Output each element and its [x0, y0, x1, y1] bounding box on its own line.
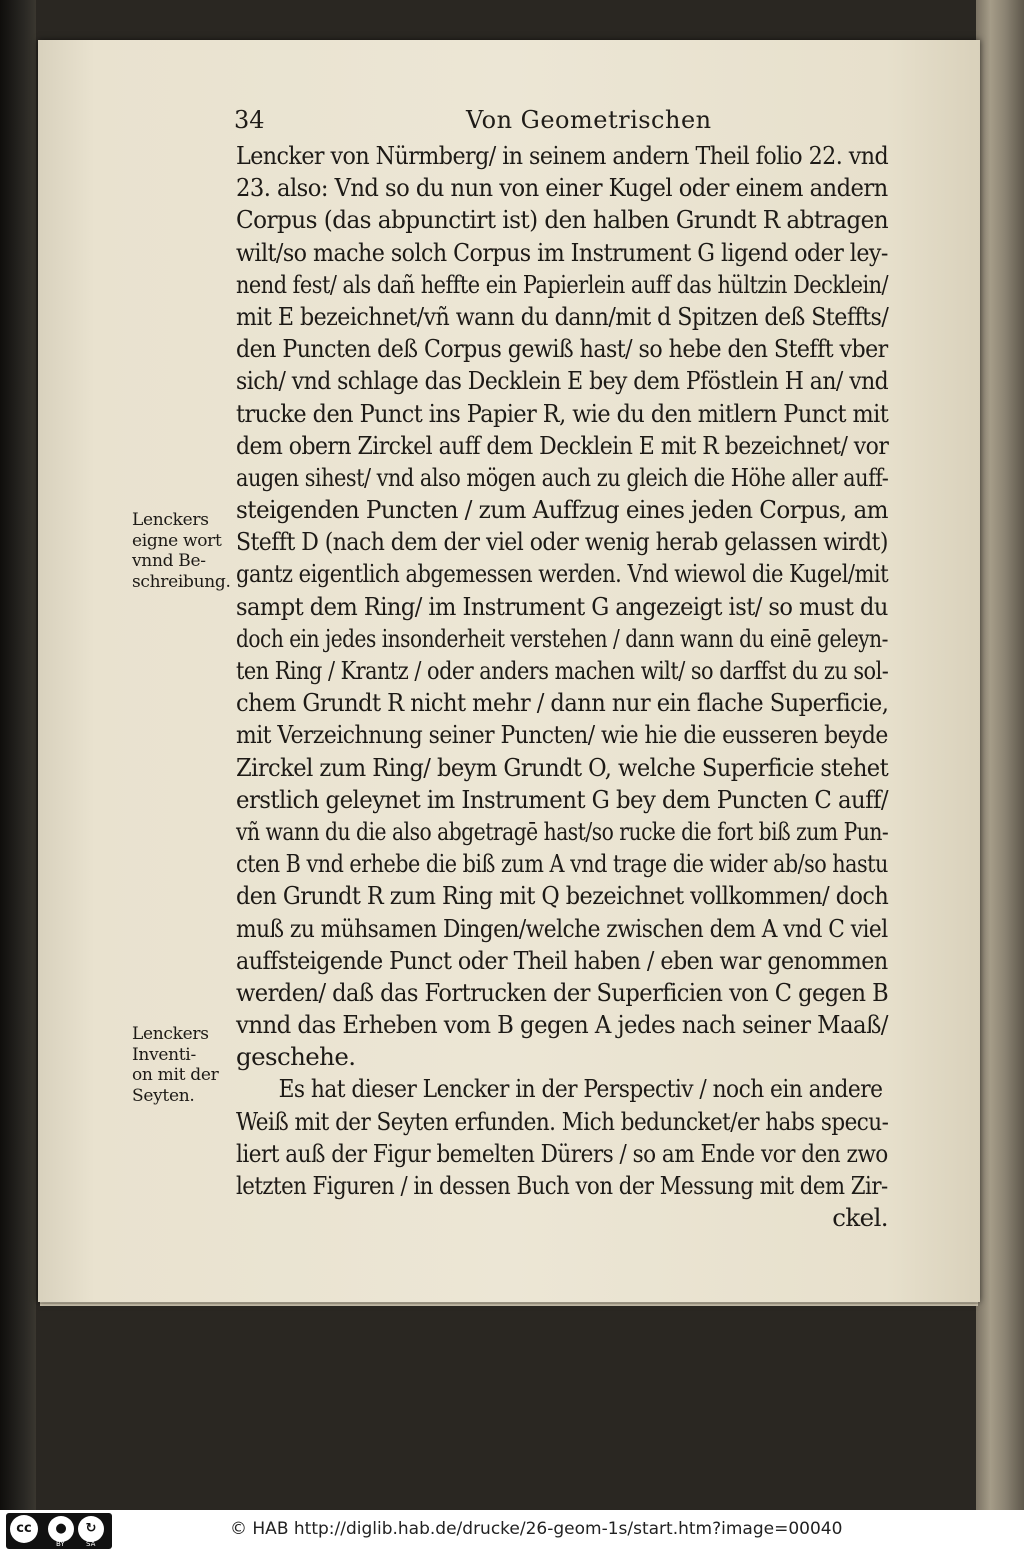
text-line: Zirckel zum Ring/ beym Grundt O, welche Superficie stehet	[236, 752, 889, 782]
page-number: 34	[234, 106, 265, 134]
running-head-title: Von Geometrischen	[466, 106, 712, 134]
text-line: augen sihest/ vnd also mögen auch zu gleich die Höhe aller auff-	[236, 462, 889, 492]
sa-label: SA	[86, 1540, 96, 1548]
facing-page-edge	[976, 0, 1024, 1510]
text-line: Es hat dieser Lencker in der Perspectiv / noch ein andere	[278, 1074, 883, 1104]
margin-note	[132, 1024, 238, 1106]
text-line: 23. also: Vnd so du nun von einer Kugel oder einem andern	[236, 173, 888, 203]
cc-icon: cc	[10, 1515, 38, 1543]
text-line: den Grundt R zum Ring mit Q bezeichnet vollkommen/ doch	[236, 881, 889, 911]
margin-note-line: Lenckers	[132, 510, 209, 530]
running-head	[234, 106, 884, 142]
text-line: cten B vnd erhebe die biß zum A vnd trage die wider ab/so hastu	[236, 849, 888, 879]
text-line: vñ wann du die also abgetragē hast/so rucke die fort biß zum Pun-	[236, 816, 889, 846]
text-line: Corpus (das abpunctirt ist) den halben Grundt R abtragen	[236, 205, 889, 235]
text-line: Lencker von Nürmberg/ in seinem andern Theil folio 22. vnd	[236, 141, 889, 170]
text-line: nend fest/ als dañ heffte ein Papierlein auff das hültzin Decklein/	[236, 269, 889, 299]
text-line: muß zu mühsamen Dingen/welche zwischen dem A vnd C viel	[236, 913, 888, 943]
text-line: Stefft D (nach dem der viel oder wenig herab gelassen wirdt)	[236, 527, 888, 557]
text-line: gantz eigentlich abgemessen werden. Vnd wiewol die Kugel/mit	[236, 559, 889, 589]
text-line: auffsteigende Punct oder Theil haben / eben war genommen	[236, 945, 888, 975]
text-line: Weiß mit der Seyten erfunden. Mich beduncket/er habs specu-	[236, 1106, 889, 1136]
text-line: chem Grundt R nicht mehr / dann nur ein flache Superficie,	[236, 688, 889, 718]
text-line: werden/ daß das Fortrucken der Superficien von C gegen B	[236, 977, 889, 1007]
text-line: sich/ vnd schlage das Decklein E bey dem Pföstlein H an/ vnd	[236, 366, 889, 396]
text-line: trucke den Punct ins Papier R, wie du den mitlern Punct mit	[236, 398, 889, 428]
margin-note-line: Seyten.	[132, 1085, 195, 1106]
text-line: mit E bezeichnet/vñ wann du dann/mit d Spitzen deß Steffts/	[236, 301, 889, 331]
text-line: ckel.	[832, 1203, 888, 1233]
body-text	[236, 140, 888, 1234]
text-line: wilt/so mache solch Corpus im Instrument G ligend oder ley-	[236, 237, 888, 267]
margin-note-line: vnnd Be-	[132, 551, 206, 571]
footer-credit-link[interactable]: © HAB http://diglib.hab.de/drucke/26-geom-1s/start.htm?image=00040	[230, 1519, 843, 1539]
text-line: ten Ring / Krantz / oder anders machen wilt/ so darffst du zu sol-	[236, 656, 889, 685]
share-alike-icon: ↻	[78, 1516, 104, 1542]
text-line: sampt dem Ring/ im Instrument G angezeigt ist/ so must du	[236, 591, 888, 621]
text-line: liert auß der Figur bemelten Dürers / so am Ende vor den zwo	[236, 1138, 888, 1168]
margin-note-line: Inventi-	[132, 1044, 196, 1065]
text-line: erstlich geleynet im Instrument G bey dem Puncten C auff/	[236, 784, 889, 814]
cc-by-sa-icon[interactable]	[6, 1513, 112, 1549]
text-line: vnnd das Erheben vom B gegen A jedes nach seiner Maaß/	[236, 1010, 888, 1040]
text-line: den Puncten deß Corpus gewiß hast/ so hebe den Stefft vber	[236, 334, 888, 364]
text-line: mit Verzeichnung seiner Puncten/ wie hie die eusseren beyde	[236, 720, 888, 750]
text-line: steigenden Puncten / zum Auffzug eines jeden Corpus, am	[236, 495, 888, 525]
margin-note-line: Lenckers	[132, 1024, 209, 1044]
text-line: doch ein jedes insonderheit verstehen / dann wann du einē geleyn-	[236, 623, 888, 653]
margin-note-line: on mit der	[132, 1065, 219, 1085]
binding-edge	[0, 0, 36, 1510]
by-label: BY	[56, 1540, 65, 1548]
margin-note	[132, 510, 238, 592]
text-line: geschehe.	[236, 1042, 356, 1072]
margin-note-line: schreibung.	[132, 571, 231, 592]
text-line: dem obern Zirckel auff dem Decklein E mit R bezeichnet/ vor	[236, 430, 889, 460]
attribution-icon: ●	[48, 1516, 74, 1542]
margin-note-line: eigne wort	[132, 530, 222, 551]
text-line: letzten Figuren / in dessen Buch von der Messung mit dem Zir-	[236, 1171, 888, 1200]
footer-bar	[0, 1510, 1024, 1552]
